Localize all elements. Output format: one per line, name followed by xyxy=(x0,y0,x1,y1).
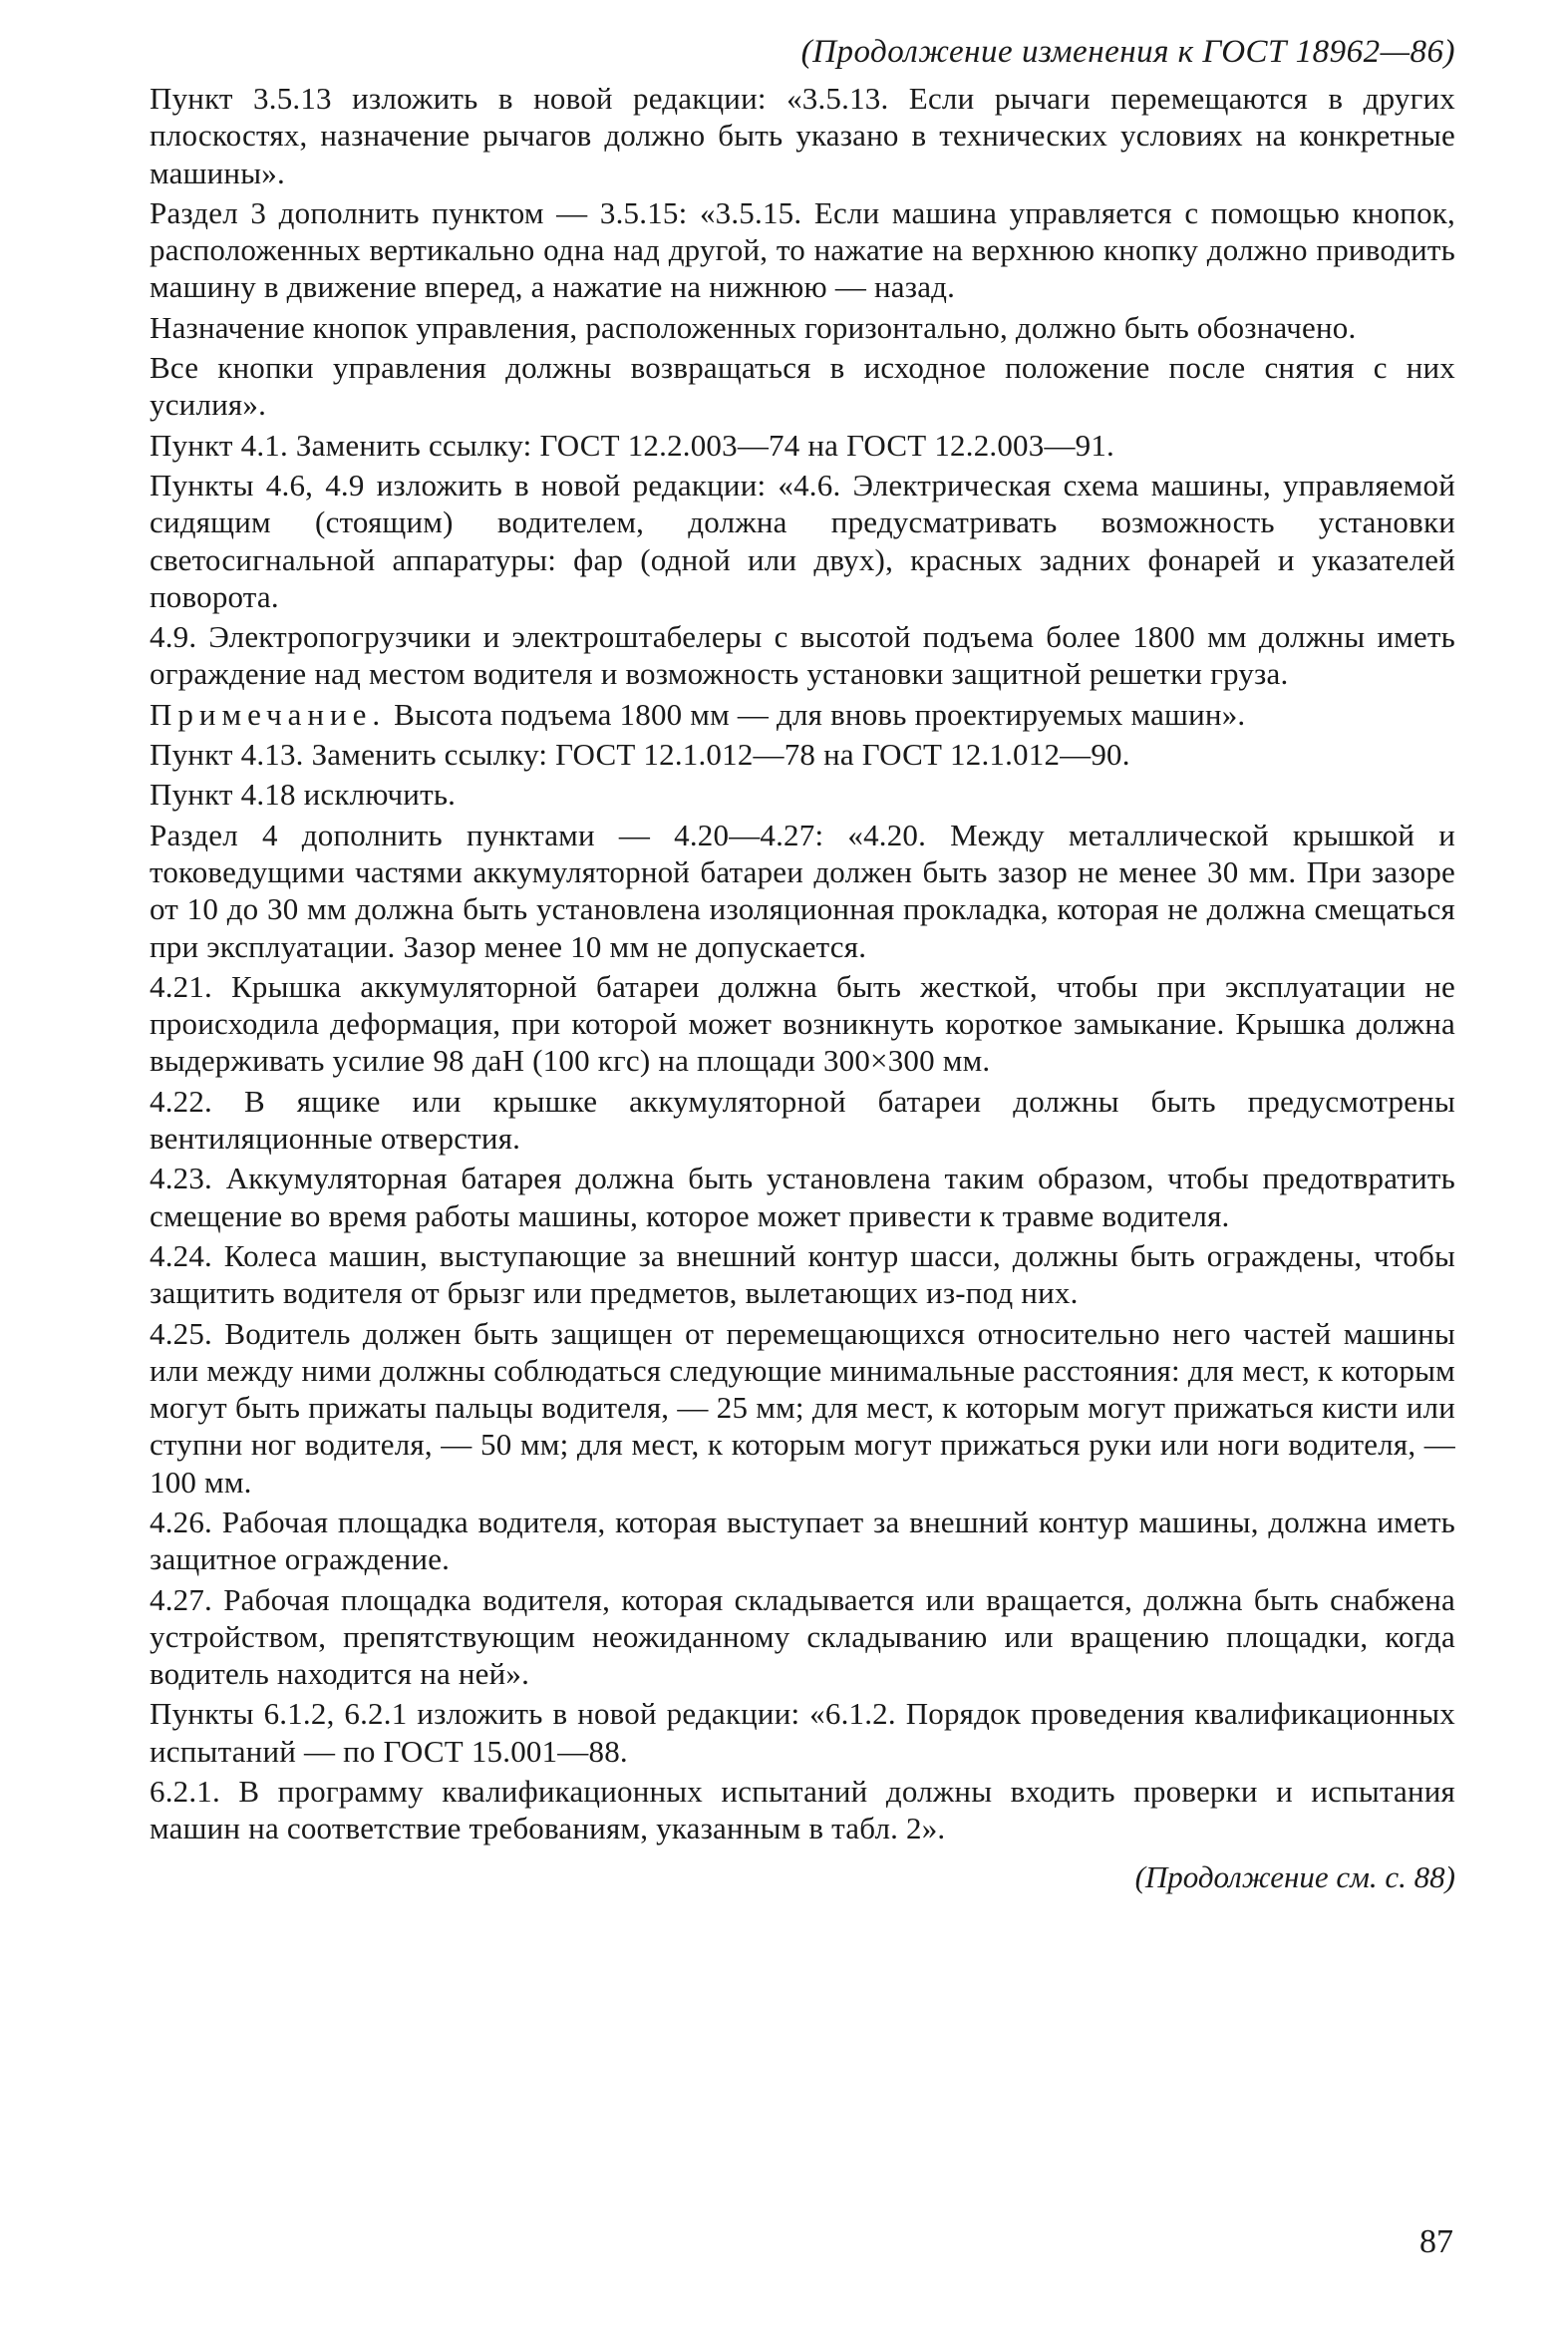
paragraph-4-21: 4.21. Крышка аккумуляторной батареи должна быть жесткой, чтобы при эксплуатации не происходила деформация, при которой может возникнуть короткое замыкание. Крышка должна выдерживать усилие 98 даН (100 кгс) на площади 300×300 мм. xyxy=(150,968,1455,1079)
paragraph-4-1: Пункт 4.1. Заменить ссылку: ГОСТ 12.2.003—74 на ГОСТ 12.2.003—91. xyxy=(150,427,1115,463)
note-text: Высота подъема 1800 мм — для вновь проектируемых машин». xyxy=(386,696,1246,732)
paragraph-3-5-15: Раздел 3 дополнить пунктом — 3.5.15: «3.5.15. Если машина управляется с помощью кнопок, расположенных вертикально одна над другой, то нажатие на верхнюю кнопку должно приводить машину в движение вперед, а нажатие на нижнюю — назад. xyxy=(150,194,1455,305)
paragraph-buttons-return: Все кнопки управления должны возвращаться в исходное положение после снятия с них усилия». xyxy=(150,350,1455,423)
paragraph-4-24: 4.24. Колеса машин, выступающие за внешний контур шасси, должны быть ограждены, чтобы защитить водителя от брызг или предметов, вылетающих из-под них. xyxy=(150,1237,1455,1311)
paragraph-4-20: Раздел 4 дополнить пунктами — 4.20—4.27: «4.20. Между металлической крышкой и токоведущими частями аккумуляторной батареи должен быть зазор не менее 30 мм. При зазоре от 10 до 30 мм должна быть установлена изоляционная прокладка, которая не должна смещаться при эксплуатации. Зазор менее 10 мм не допускается. xyxy=(150,817,1455,964)
page-number: 87 xyxy=(1419,2223,1453,2260)
paragraph-4-9: 4.9. Электропогрузчики и электроштабелеры с высотой подъема более 1800 мм должны иметь ограждение над местом водителя и возможность установки защитной решетки груза. xyxy=(150,619,1455,692)
continuation-header: (Продолжение изменения к ГОСТ 18962—86) xyxy=(800,34,1455,70)
paragraph-4-13: Пункт 4.13. Заменить ссылку: ГОСТ 12.1.012—78 на ГОСТ 12.1.012—90. xyxy=(150,737,1130,773)
paragraph-6-1-2: Пункты 6.1.2, 6.2.1 изложить в новой редакции: «6.1.2. Порядок проведения квалификационных испытаний — по ГОСТ 15.001—88. xyxy=(150,1696,1455,1769)
continuation-note: (Продолжение см. с. 88) xyxy=(1134,1858,1455,1894)
paragraph-4-25: 4.25. Водитель должен быть защищен от перемещающихся относительно него частей машины или между ними должны соблюдаться следующие минимальные расстояния: для мест, к которым могут быть прижаты пальцы водителя, — 25 мм; для мест, к которым могут прижаться кисти или ступни ног водителя, — 50 мм; для мест, к которым могут прижаться руки или ноги водителя, — 100 мм. xyxy=(150,1315,1455,1500)
document-page xyxy=(150,30,1455,1897)
paragraph-horizontal-buttons: Назначение кнопок управления, расположенных горизонтально, должно быть обозначено. xyxy=(150,309,1357,345)
paragraph-4-6: Пункты 4.6, 4.9 изложить в новой редакции: «4.6. Электрическая схема машины, управляемой сидящим (стоящим) водителем, должна предусматривать возможность установки светосигнальной аппаратуры: фар (одной или двух), красных задних фонарей и указателей поворота. xyxy=(150,467,1455,614)
paragraph-4-22: 4.22. В ящике или крышке аккумуляторной батареи должны быть предусмотрены вентиляционные отверстия. xyxy=(150,1083,1455,1157)
paragraph-4-18: Пункт 4.18 исключить. xyxy=(150,777,457,813)
paragraph-4-26: 4.26. Рабочая площадка водителя, которая выступает за внешний контур машины, должна иметь защитное ограждение. xyxy=(150,1504,1455,1577)
paragraph-3-5-13: Пункт 3.5.13 изложить в новой редакции: «3.5.13. Если рычаги перемещаются в других плоскостях, назначение рычагов должно быть указано в технических условиях на конкретные машины». xyxy=(150,81,1455,190)
paragraph-4-23: 4.23. Аккумуляторная батарея должна быть установлена таким образом, чтобы предотвратить смещение во время работы машины, которое может привести к травме водителя. xyxy=(150,1161,1455,1233)
note-label: Примечание. xyxy=(150,696,387,732)
paragraph-6-2-1: 6.2.1. В программу квалификационных испытаний должны входить проверки и испытания машин на соответствие требованиям, указанным в табл. 2». xyxy=(150,1774,1455,1846)
note-paragraph xyxy=(150,696,1455,733)
paragraph-4-27: 4.27. Рабочая площадка водителя, которая складывается или вращается, должна быть снабжена устройством, препятствующим неожиданному складыванию или вращению площадки, когда водитель находится на ней». xyxy=(150,1581,1455,1692)
